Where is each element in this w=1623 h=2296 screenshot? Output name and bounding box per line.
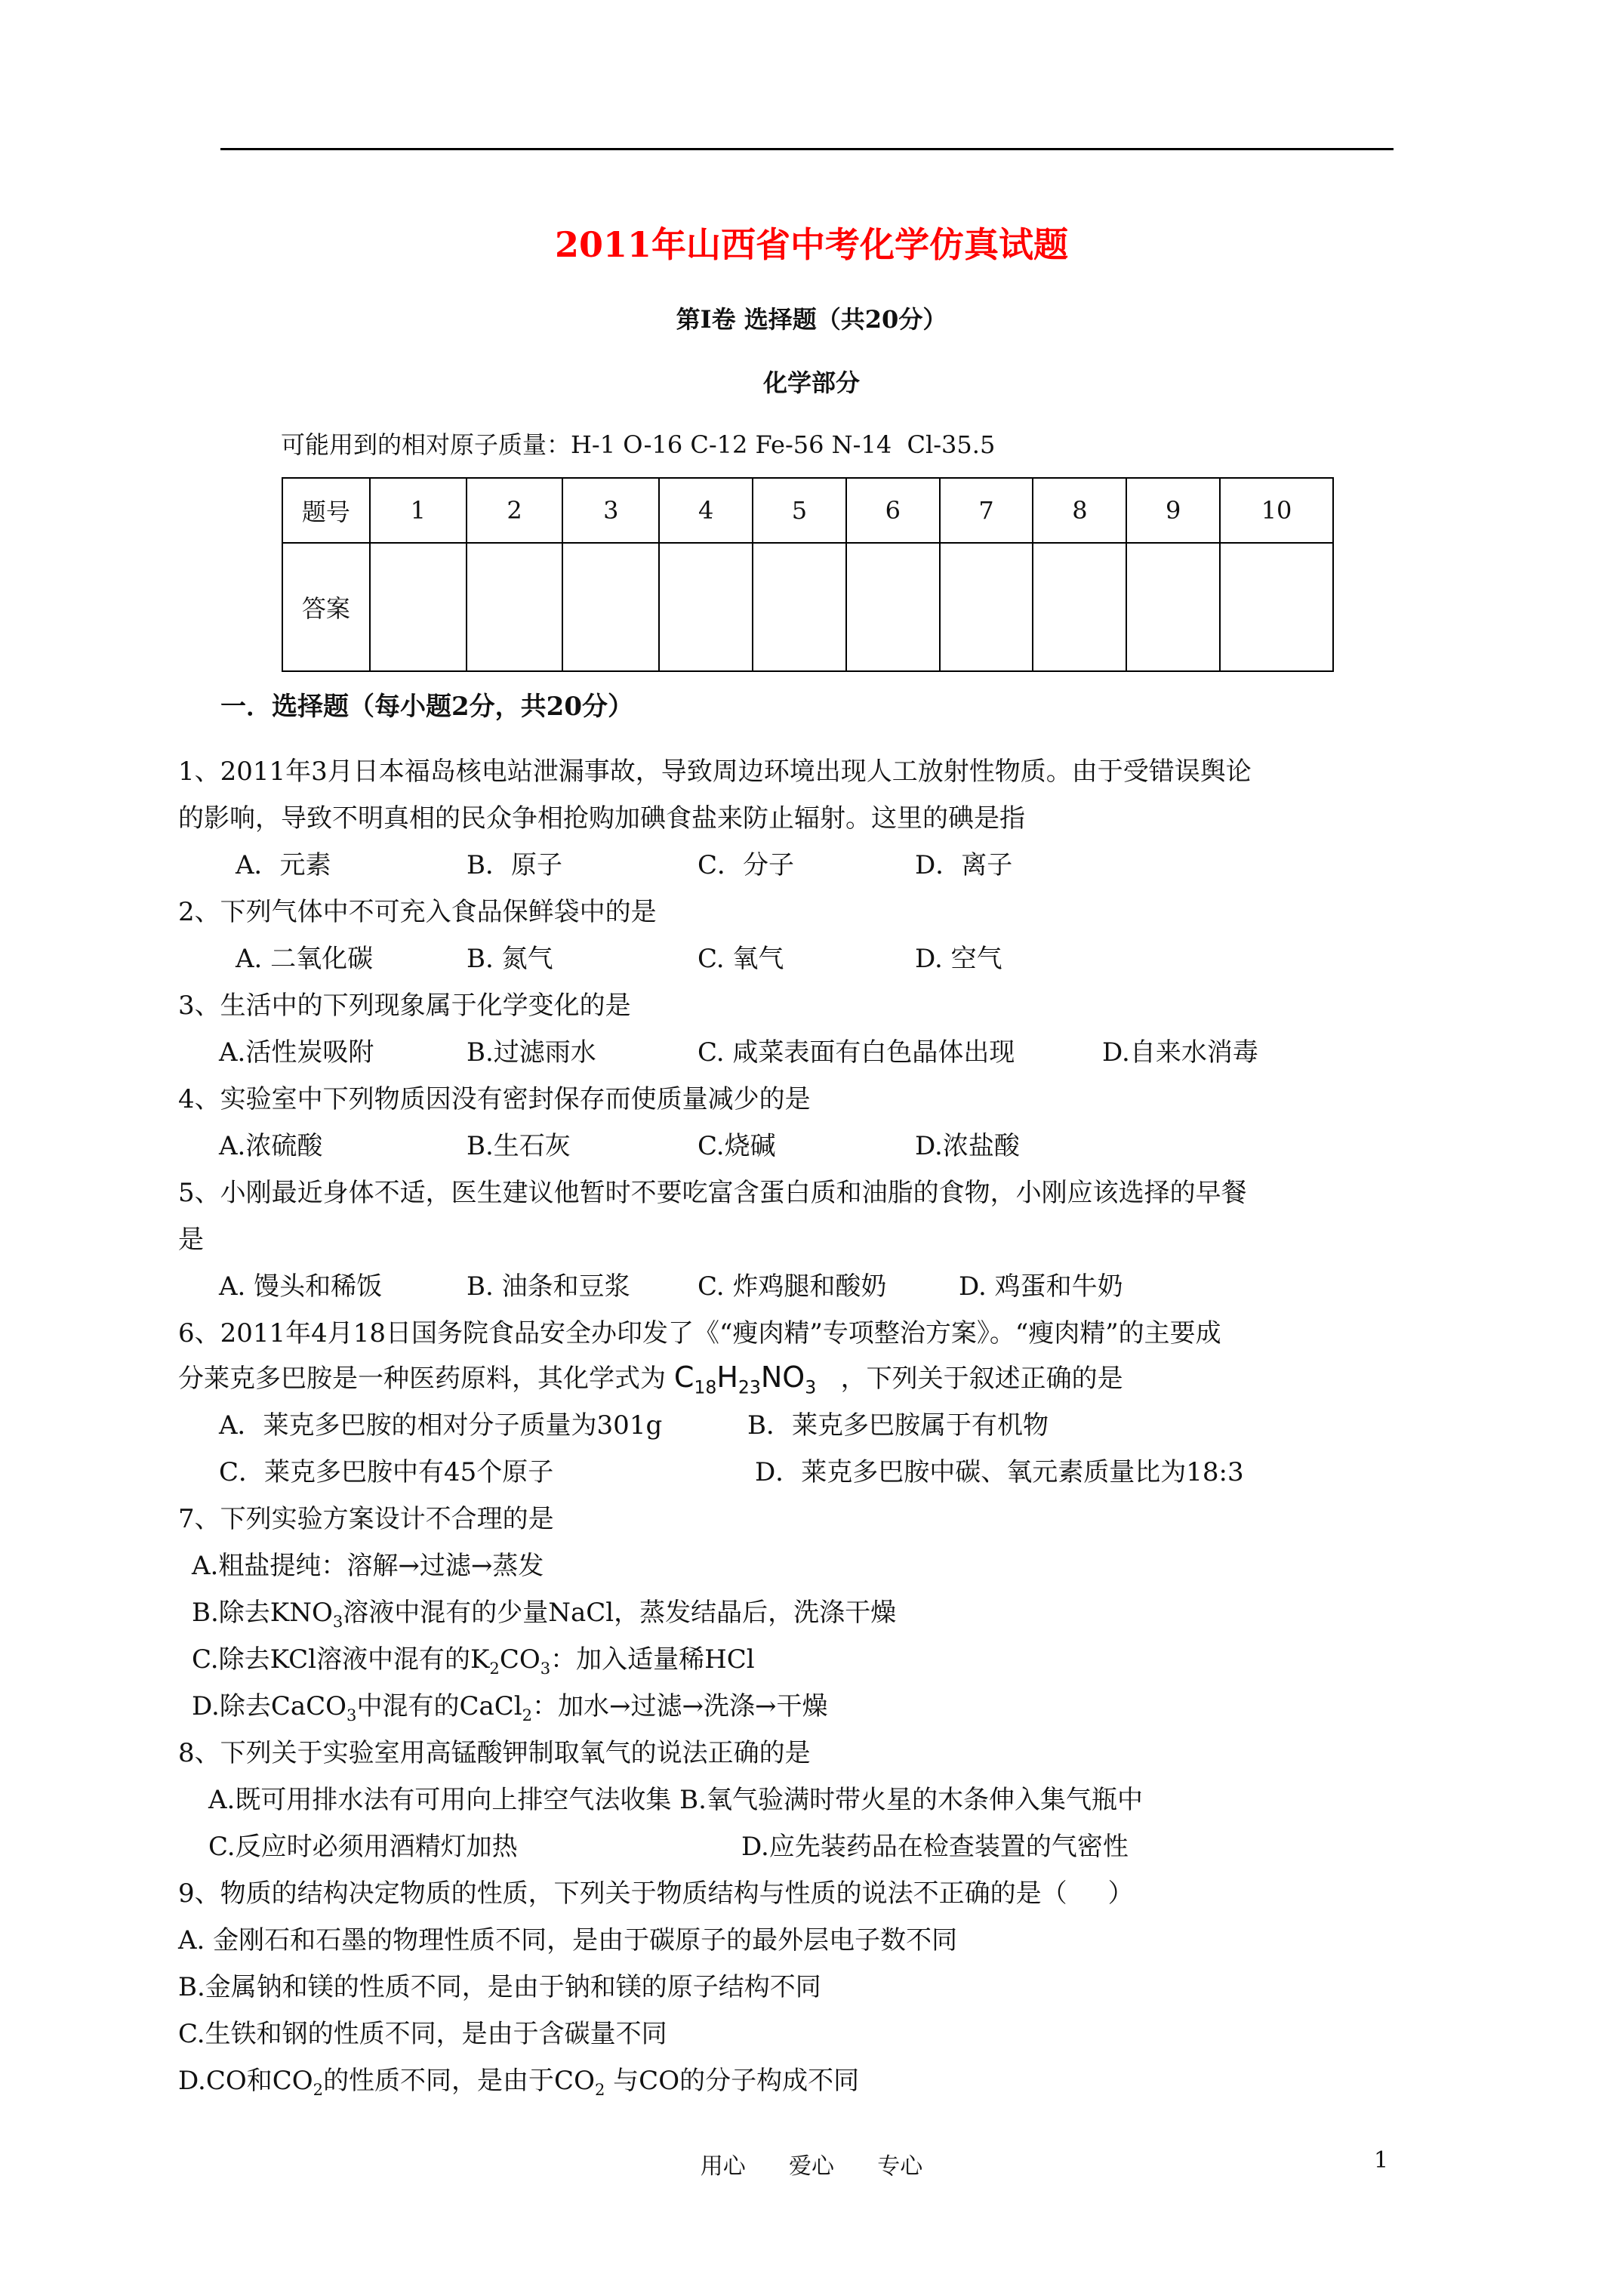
answer-cell[interactable] [1220,543,1333,671]
q6-option-b: B．莱克多巴胺属于有机物 [747,1410,1049,1441]
answer-cell[interactable] [940,543,1033,671]
answer-cell[interactable] [753,543,846,671]
q2-option-a: A. 二氧化碳 [236,944,374,974]
answer-cell[interactable] [659,543,753,671]
answer-table [282,477,1334,672]
table-cell-label: 题号 [282,478,370,543]
atomic-masses-line: 可能用到的相对原子质量：H-1 O-16 C-12 Fe-56 N-14 Cl-35.5 [281,430,996,459]
q6-option-d: D．莱克多巴胺中碳、氧元素质量比为18:3 [755,1457,1244,1487]
q3-option-c: C. 咸菜表面有白色晶体出现 [698,1037,1015,1068]
q3-option-a: A.活性炭吸附 [219,1037,374,1068]
q6-stem-2b: ，下列关于叙述正确的是 [816,1364,1123,1394]
table-cell: 10 [1220,478,1333,543]
table-cell: 7 [940,478,1033,543]
q6-option-a: A．莱克多巴胺的相对分子质量为301g [219,1410,663,1441]
table-cell: 5 [753,478,846,543]
q1-option-b: B．原子 [467,850,562,880]
table-cell: 4 [659,478,753,543]
q8-option-d: D.应先装药品在检查装置的气密性 [741,1832,1129,1862]
q5-option-b: B. 油条和豆浆 [467,1271,630,1302]
q3-stem: 3、生活中的下列现象属于化学变化的是 [178,991,631,1021]
table-cell-label: 答案 [282,543,370,671]
chemical-formula: $C_{18}H_{23}NO_3$ [673,1361,817,1398]
table-cell: 9 [1126,478,1220,543]
q4-option-c: C.烧碱 [698,1131,776,1161]
q6-stem-2a: 分莱克多巴胺是一种医药原料，其化学式为 [178,1364,674,1394]
q9-option-c: C.生铁和钢的性质不同，是由于含碳量不同 [178,2019,667,2049]
q1-option-d: D．离子 [915,850,1013,880]
q7-stem: 7、下列实验方案设计不合理的是 [178,1504,554,1534]
q7-option-a: A.粗盐提纯：溶解→过滤→蒸发 [192,1551,544,1581]
q1-option-a: A．元素 [236,850,331,880]
table-cell: 8 [1033,478,1126,543]
table-row [282,478,1333,543]
q7-option-b: B.除去$KNO_3$溶液中混有的少量NaCl，蒸发结晶后，洗涤干燥 [192,1598,897,1631]
q1-stem-1: 1、2011年3月日本福岛核电站泄漏事故，导致周边环境出现人工放射性物质。由于受错误舆论 [178,757,1252,787]
answer-cell[interactable] [1033,543,1126,671]
table-row [282,543,1333,671]
q5-stem-1: 5、小刚最近身体不适，医生建议他暂时不要吃富含蛋白质和油脂的食物，小刚应该选择的早餐 [178,1178,1247,1208]
q8-option-c: C.反应时必须用酒精灯加热 [208,1832,518,1862]
header-rule [220,148,1394,150]
q1-option-c: C．分子 [698,850,795,880]
table-cell: 1 [370,478,467,543]
q9-option-b: B.金属钠和镁的性质不同，是由于钠和镁的原子结构不同 [178,1972,821,2002]
answer-cell[interactable] [846,543,940,671]
q8-option-ab: A.既可用排水法有可用向上排空气法收集 B.氧气验满时带火星的木条伸入集气瓶中 [208,1785,1143,1815]
q4-option-b: B.生石灰 [467,1131,571,1161]
answer-cell[interactable] [562,543,659,671]
q9-option-a: A. 金刚石和石墨的物理性质不同，是由于碳原子的最外层电子数不同 [178,1925,958,1955]
q2-option-d: D. 空气 [915,944,1002,974]
q4-stem: 4、实验室中下列物质因没有密封保存而使质量减少的是 [178,1084,811,1114]
q2-option-b: B. 氮气 [467,944,553,974]
q9-option-d: D.CO和$CO_2$的性质不同，是由于$CO_2$ 与CO的分子构成不同 [178,2066,860,2099]
section-heading: 一．选择题（每小题2分，共20分） [220,692,633,722]
q5-option-c: C. 炸鸡腿和酸奶 [698,1271,887,1302]
q7-option-d: D.除去CaCO$_3$中混有的CaCl$_2$：加水→过滤→洗涤→干燥 [192,1691,828,1724]
q4-option-d: D.浓盐酸 [915,1131,1020,1161]
q3-option-b: B.过滤雨水 [467,1037,596,1068]
answer-cell[interactable] [467,543,563,671]
q3-option-d: D.自来水消毒 [1102,1037,1258,1068]
section-subtitle: 第Ⅰ卷 选择题（共20分） [676,305,947,334]
q4-option-a: A.浓硫酸 [219,1131,323,1161]
table-cell: 3 [562,478,659,543]
q2-option-c: C. 氧气 [698,944,784,974]
part-title: 化学部分 [762,368,860,397]
q2-stem: 2、下列气体中不可充入食品保鲜袋中的是 [178,897,657,927]
q1-stem-2: 的影响，导致不明真相的民众争相抢购加碘食盐来防止辐射。这里的碘是指 [178,803,1025,834]
page-number: 1 [1374,2147,1389,2174]
table-cell: 6 [846,478,940,543]
q5-option-d: D. 鸡蛋和牛奶 [959,1271,1123,1302]
q6-stem-2 [178,1358,1123,1398]
q5-option-a: A. 馒头和稀饭 [219,1271,383,1302]
q6-stem-1: 6、2011年4月18日国务院食品安全办印发了《“瘦肉精”专项整治方案》。“瘦肉精”的主要成 [178,1318,1221,1348]
q7-option-c: C.除去KCl溶液中混有的$K_2CO_3$：加入适量稀HCl [192,1644,755,1678]
answer-cell[interactable] [370,543,467,671]
q8-stem: 8、下列关于实验室用高锰酸钾制取氧气的说法正确的是 [178,1738,811,1768]
answer-cell[interactable] [1126,543,1220,671]
q6-option-c: C．莱克多巴胺中有45个原子 [219,1457,554,1487]
page-title: 2011年山西省中考化学仿真试题 [554,224,1069,265]
footer-motto: 用心 爱心 专心 [700,2153,923,2180]
q9-stem: 9、物质的结构决定物质的性质，下列关于物质结构与性质的说法不正确的是（ ） [178,1878,1134,1909]
q5-stem-2: 是 [178,1225,204,1255]
table-cell: 2 [467,478,563,543]
